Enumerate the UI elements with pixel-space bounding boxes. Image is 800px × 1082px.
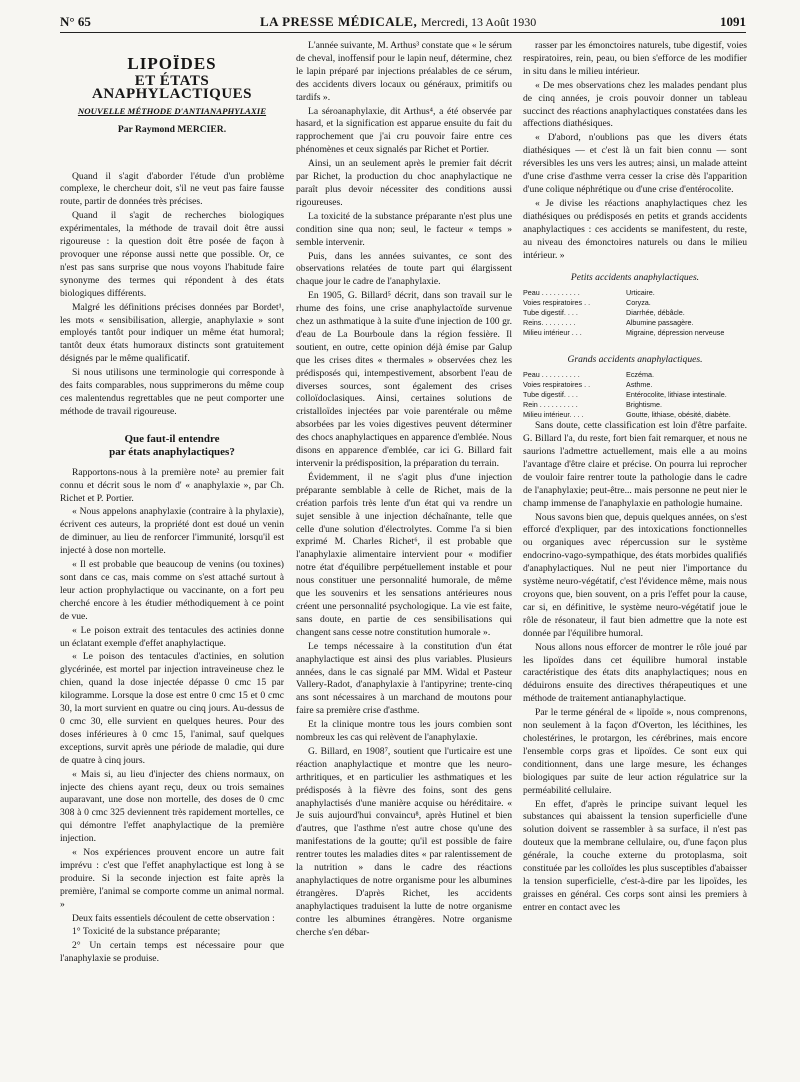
- organ-cell: Voies respiratoires . .: [523, 298, 591, 308]
- organ-cell: Tube digestif. . . .: [523, 390, 578, 400]
- column-1-paragraphs-b: [60, 467, 284, 966]
- paragraph: « Le poison extrait des tentacules des actinies donne un éclatant exemple d'effet anaphylactique.: [60, 624, 284, 649]
- symptom-cell: Goutte, lithiase, obésité, diabète.: [626, 410, 731, 420]
- page-number: 1091: [720, 14, 746, 29]
- column-3-paragraphs-b: [523, 420, 747, 914]
- issue-date: Mercredi, 13 Août 1930: [420, 15, 537, 29]
- paragraph: Quand il s'agit d'aborder l'étude d'un problème complexe, le chercheur doit, s'il ne veut pas faire fausse route, partir de données très précises.: [60, 170, 284, 208]
- organ-cell: Rein . . . . . . . . . .: [523, 400, 578, 410]
- organ-cell: Peau . . . . . . . . . .: [523, 370, 580, 380]
- table-row: [523, 328, 747, 338]
- paragraph: Malgré les définitions précises données par Bordet¹, les mots « sensibilisation, allergie, anaphylaxie » sont employés tantôt pour indiquer un même état humoral; tantôt deux états humoraux distincts sont gratuitement désignés par le même qualificatif.: [60, 301, 284, 365]
- organ-cell: Peau . . . . . . . . . .: [523, 288, 580, 298]
- section-heading: [60, 433, 284, 459]
- symptom-cell: Migraine, dépression nerveuse: [626, 328, 725, 338]
- organ-cell: Milieu intérieur. . . .: [523, 410, 584, 420]
- column-2: [296, 40, 512, 1066]
- column-1: [60, 40, 284, 1066]
- section-heading-line2: par états anaphylactiques?: [109, 445, 235, 458]
- paragraph: Rapportons-nous à la première note² au premier fait connu et décrit sous le nom d' « anaphylaxie », par Ch. Richet et P. Portier.: [60, 466, 284, 504]
- symptom-cell: Entérocolite, lithiase intestinale.: [626, 390, 727, 400]
- organ-cell: Milieu intérieur . . .: [523, 328, 582, 338]
- paragraph: En effet, d'après le principe suivant lequel les substances qui abaissent la tension superficielle d'une solution doivent se rassembler à sa surface, il n'est pas douteux que la membrane cellulaire, ou, d'une façon plus générale, la couche externe du protoplasma, soit constituée par les colloïdes les plus susceptibles d'abaisser la tension superficielle, c'est-à-dire par les lipoïdes, les graisses en général. Ces corps sont ainsi les premiers à entrer en contact avec les: [523, 798, 747, 913]
- paragraph: En 1905, G. Billard⁵ décrit, dans son travail sur le rhume des foins, une crise anaphylactoïde survenue chez un asthmatique à la suite d'une injection de 100 gr. d'eau de La Bourboule dans la région fessière. Il soutient, en outre, cette opinion déjà émise par Galup que les crises dites « thermales » observées chez les prédisposés qui, intempestivement, absorbent l'eau de diverses sources, sont également des crises colloïdoclasiques. Ainsi, certaines solutions de cristalloïdes injectées par voie parentérale ou même absorbées par les voies digestives peuvent déterminer des chocs anaphylactiques en apparence d'emblée. Nous disons en apparence d'emblée, car ici G. Billard fait intervenir la prédisposition, la préparation du terrain.: [296, 290, 512, 469]
- organ-cell: Voies respiratoires . .: [523, 380, 591, 390]
- paragraph: G. Billard, en 1908⁷, soutient que l'urticaire est une réaction anaphylactique et montre que les neuro-arthritiques, et en particulier les asthmatiques et les prédisposés à la fièvre des foins, sont des gens anaphylactisés d'une manière acquise ou héréditaire. « Je suis aujourd'hui convaincu⁸, après Hutinel et bien d'autres, que l'asthme n'est autre chose qu'une des manifestations de la goutte; qu'il est possible de faire rentrer toutes les maladies dites « par ralentissement de la nutrition » dans le cadre des réactions anaphylactiques de notre organisme pour les albumines étrangères. D'après Richet, les accidents anaphylactiques traduisent la lutte de notre organisme contre les albumines étrangères. Notre organisme cherche s'en débar-: [296, 745, 512, 938]
- paragraph: « Je divise les réactions anaphylactiques chez les diathésiques ou prédisposés en petits et grands accidents anaphylactiques : ces accidents se manifestent, du reste, au niveau des émonctoires naturels ou dans le milieu intérieur. »: [523, 197, 747, 261]
- paragraph: Et la clinique montre tous les jours combien sont nombreux les cas qui relèvent de l'anaphylaxie.: [296, 719, 512, 744]
- paragraph: « Mais si, au lieu d'injecter des chiens normaux, on injecte des chiens ayant reçu, deux ou trois semaines auparavant, une dose non mortelle, des doses de 0 cmc 308 à 0 cmc 325 deviennent très rapidement mortelles, ce qui démontre l'effet anaphylactique de la première injection.: [60, 768, 284, 845]
- organ-cell: Tube digestif. . . .: [523, 308, 578, 318]
- symptom-cell: Brightisme.: [626, 400, 662, 410]
- header-rule: [60, 32, 746, 33]
- paragraph: 2° Un certain temps est nécessaire pour que l'anaphylaxie se produise.: [60, 940, 284, 965]
- table-row: [523, 308, 747, 318]
- paragraph: La toxicité de la substance préparante n'est plus une condition sine qua non; seul, le facteur « temps » semble intervenir.: [296, 210, 512, 248]
- table-row: [523, 400, 747, 410]
- table-row: [523, 288, 747, 298]
- paragraph: Nous allons nous efforcer de montrer le rôle joué par les lipoïdes dans cet équilibre humoral instable caractéristique des états dits anaphylactiques; nous en déduirons ensuite des directives thérapeutiques et une méthode de traitement antianaphylactique.: [523, 641, 747, 705]
- table-row: [523, 390, 747, 400]
- paragraph: « Nous appelons anaphylaxie (contraire à la phylaxie), écrivent ces auteurs, la propriété dont est doué un venin de diminuer, au lieu de renforcer l'immunité, lorsqu'il est injecté à dose non mortelle.: [60, 506, 284, 557]
- paragraph: Si nous utilisons une terminologie qui corresponde à des faits comparables, nous supprimerons du même coup ces malentendus regrettables que ne peut comporter une méthode de travail rigoureuse.: [60, 367, 284, 417]
- paragraph: « Nos expériences prouvent encore un autre fait imprévu : c'est que l'effet anaphylactique est long à se produire. Si la seconde injection est faite après la première, l'animal se comporte comme un animal normal. »: [60, 847, 284, 910]
- paragraph: 1° Toxicité de la substance préparante;: [72, 926, 221, 938]
- article-title-line1: LIPOÏDES: [127, 54, 217, 73]
- table-row: [523, 380, 747, 390]
- symptom-cell: Urticaire.: [626, 288, 655, 298]
- paragraph: L'année suivante, M. Arthus³ constate que « le sérum de cheval, inoffensif pour le lapin neuf, détermine, chez le lapin préparé par injections préalables de ce sérum, des accidents divers locaux ou généraux, primitifs ou tardifs ».: [296, 40, 512, 103]
- column-2-paragraphs: [296, 40, 512, 940]
- issue-number: N° 65: [60, 14, 91, 29]
- paragraph: Évidemment, il ne s'agit plus d'une injection préparante semblable à celle de Richet, mais de la création parfois très lente d'un état qui va rendre un sujet sensible à une injection déchaînante, telle que celle d'une solution d'électrolytes. Comme l'a si bien exprimé M. Charles Richet⁶, il est probable que l'anaphylaxie alimentaire intervient pour « modifier notre état d'équilibre perpétuellement instable et pour nous constituer une personnalité humorale, de même que les souvenirs et les sensations antérieures nous créent une personnalité psychologique. La vie est faite, sans doute, en partie de ces sensibilisations qui changent sans cesse notre constitution humorale ».: [296, 471, 512, 638]
- paragraph: Deux faits essentiels découlent de cette observation :: [72, 912, 275, 924]
- table-row: [523, 318, 747, 328]
- organ-cell: Reins. . . . . . . . .: [523, 318, 576, 328]
- paragraph: Quand il s'agit de recherches biologiques expérimentales, la méthode de travail doit être aussi rigoureuse : la question doit être posée de façon à provoquer une réponse aussi nette que possible. Or, ce n'est pas sans surprise que nous voyons l'habitude faire synonyme des termes qui répondent à des états biologiques différents.: [60, 210, 284, 299]
- paragraph: La séroanaphylaxie, dit Arthus⁴, a été observée par hasard, et la signification est apparue ensuite du fait du rapprochement que j'ai cru pouvoir faire entre ces phénomènes et ceux signalés par Richet et Portier.: [296, 105, 512, 156]
- article-title-line2: ET ÉTATS ANAPHYLACTIQUES: [91, 72, 253, 102]
- paragraph: Puis, dans les années suivantes, ce sont des observations relatées de toute part qui élargissent chaque jour le cadre de l'anaphylaxie.: [296, 250, 512, 288]
- symptom-cell: Coryza.: [626, 298, 651, 308]
- paragraph: « Le poison des tentacules d'actinies, en solution glycérinée, est mortel par injection intraveineuse chez le chien, quand la dose injectée dépasse 0 cmc 15 par kilogramme. Lorsque la dose est entre 0 cmc 15 et 0 cmc 30, la mort survient en quatre ou cinq jours. Au-dessus de 0 cmc 30, elle survient en quelques heures. Pour des doses inférieures à 0 cmc 15, l'animal, sauf quelques exceptions, survit après une période de maladie, qui dure de quatre à cinq jours.: [60, 651, 284, 766]
- paragraph: « Il est probable que beaucoup de venins (ou toxines) sont dans ce cas, mais comme on s'est attaché surtout à leur action prophylactique ou vaccinante, on a fort peu cherché encore à les étudier méthodiquement à ce point de vue.: [60, 559, 284, 622]
- journal-name: LA PRESSE MÉDICALE,: [260, 14, 418, 29]
- paragraph: Ainsi, un an seulement après le premier fait décrit par Richet, la production du choc anaphylactique ne paraît plus devoir nécessiter des conditions aussi rigoureuses.: [296, 158, 512, 208]
- paragraph: Nous savons bien que, depuis quelques années, on s'est efforcé d'expliquer, par des intoxications fonctionnelles ou organiques avec répercussion sur le système endocrino-vago-sympathique, des états morbides qualifiés d'anaphylactiques. Nul ne peut nier l'importance du système neuro-végétatif, c'est l'évidence même, mais nous croyons que, bien souvent, on a pris l'effet pour la cause, car si, en définitive, le système neuro-végétatif joue le rôle de résonateur, il faut bien admettre que la note est donnée par l'équilibre humoral.: [523, 511, 747, 639]
- paragraph: Sans doute, cette classification est loin d'être parfaite. G. Billard l'a, du reste, fort bien fait remarquer, et nous ne saurions l'admettre actuellement, mais elle a au moins l'avantage d'être claire et précise. On pourra lui reprocher de vouloir faire rentrer toute la pathologie dans le cadre de l'anaphylaxie; peut-être... mais personne ne peut nier le champ immense de l'anaphylaxie en pathologie humaine.: [523, 420, 747, 509]
- symptom-cell: Asthme.: [626, 380, 653, 390]
- table-row: [523, 370, 747, 380]
- grands-accidents-heading: Grands accidents anaphylactiques.: [567, 354, 703, 366]
- petits-accidents-heading: Petits accidents anaphylactiques.: [570, 272, 700, 284]
- column-3: [523, 40, 747, 1066]
- paragraph: Par le terme général de « lipoïde », nous comprenons, non seulement à la façon d'Overton, les lécithines, les cholestérines, le protargon, les cérébrines, mais encore l'ensemble corps gras et lipoïdes. Ce sont eux qui conditionnent, dans une large mesure, les échanges biologiques par suite de leur action régulatrice sur la perméabilité cellulaire.: [523, 707, 747, 796]
- table-row: [523, 410, 747, 420]
- symptom-cell: Eczéma.: [626, 370, 654, 380]
- section-heading-line1: Que faut-il entendre: [124, 432, 220, 445]
- paragraph: rasser par les émonctoires naturels, tube digestif, voies respiratoires, rein, peau, ou bien s'efforce de les modifier in situ dans le milieu intérieur.: [523, 40, 747, 77]
- grands-accidents-table: [523, 370, 747, 420]
- symptom-cell: Diarrhée, débâcle.: [626, 308, 685, 318]
- paragraph: « De mes observations chez les malades pendant plus de cinq années, je crois pouvoir donner un tableau succinct des réactions anaphylactiques constatées dans les affections diathésiques.: [523, 79, 747, 130]
- table-row: [523, 298, 747, 308]
- petits-accidents-table: [523, 288, 747, 338]
- journal-line: [260, 14, 536, 30]
- paragraph: Le temps nécessaire à la constitution d'un état anaphylactique est ainsi des plus variables. Plusieurs années, dans le cas signalé par MM. Widal et Pasteur Vallery-Radot, d'anaphylaxie à l'antipyrine; trente-cinq ans sont nécessaires à un marchand de moutons pour faire sa première crise d'asthme.: [296, 640, 512, 717]
- column-1-paragraphs-a: [60, 171, 284, 419]
- paragraph: « D'abord, n'oublions pas que les divers états diathésiques — et c'est là un fait bien connu — sont réversibles les uns vers les autres; ainsi, un malade atteint d'une crise d'asthme verra cesser la crise dès l'apparition d'une colique néphrétique ou d'une crise d'entérocolite.: [523, 132, 747, 195]
- article-author: Par Raymond MERCIER.: [117, 123, 227, 135]
- symptom-cell: Albumine passagère.: [626, 318, 694, 328]
- masthead: [60, 14, 746, 30]
- article-subtitle: NOUVELLE MÉTHODE D'ANTIANAPHYLAXIE: [77, 105, 267, 116]
- column-3-paragraphs-a: [523, 40, 747, 262]
